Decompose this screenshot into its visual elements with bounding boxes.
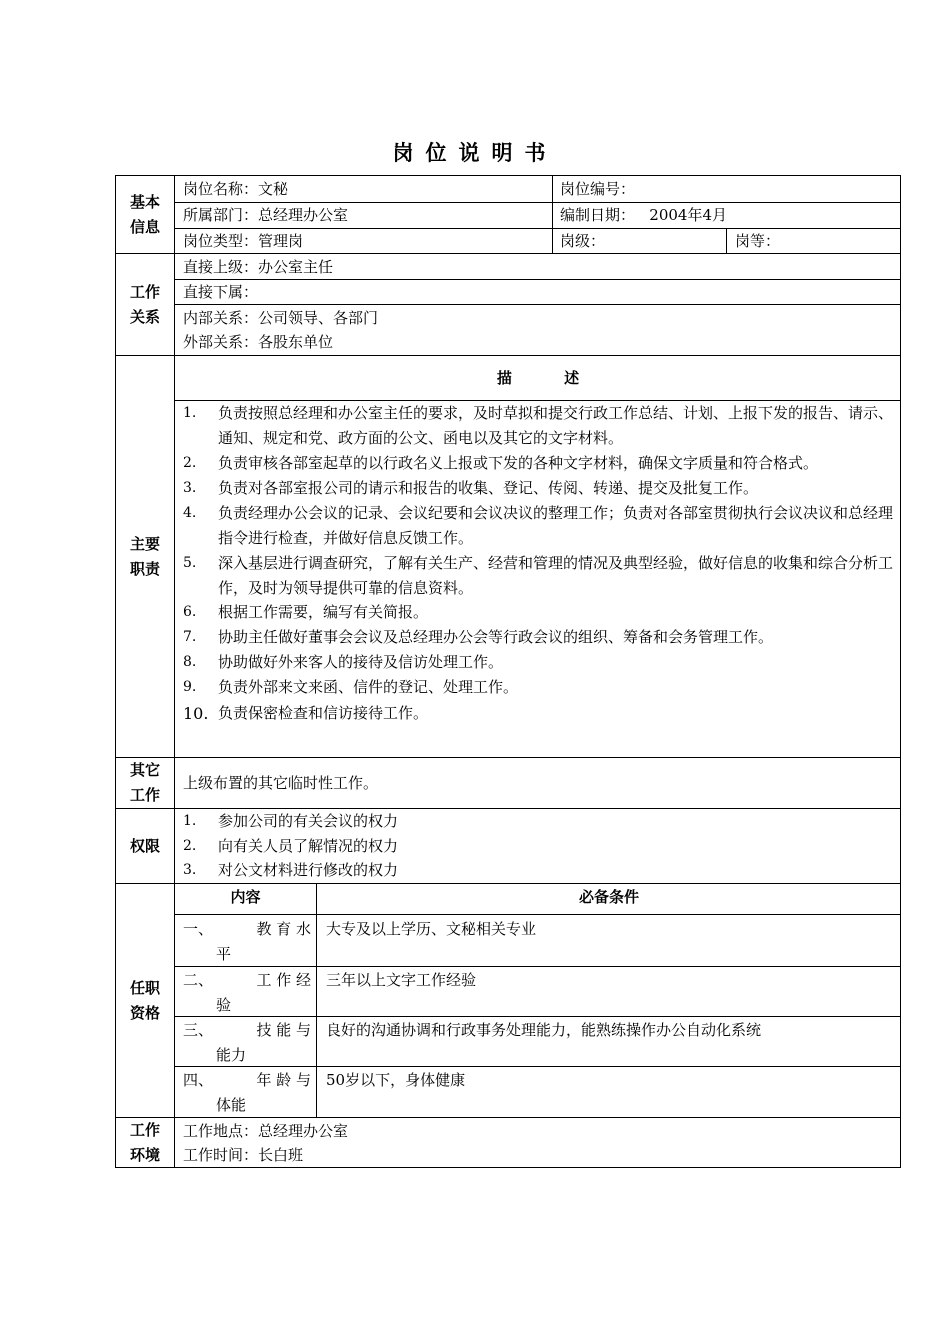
- row-divider: [174, 304, 901, 305]
- section-label-basic: 基本信息: [129, 192, 160, 236]
- duty-number: 2.: [183, 455, 197, 471]
- duty-text: 负责经理办公会议的记录、会议纪要和会议决议的整理工作；负责对各部室贯彻执行会议决议和总经理指令进行检查，并做好信息反馈工作。: [218, 504, 894, 547]
- section-divider: [115, 883, 901, 884]
- authority-number: 2.: [183, 838, 197, 854]
- duty-number: 7.: [183, 629, 197, 645]
- internal-relations: 内部关系：公司领导、各部门: [183, 309, 379, 327]
- section-label-authority: 权限: [129, 836, 160, 855]
- external-relations: 外部关系：各股东单位: [183, 333, 334, 351]
- label-column-divider: [174, 175, 175, 1168]
- col-header-content: 内容: [230, 888, 261, 906]
- section-label-environment: 工作环境: [129, 1121, 160, 1164]
- direct-superior: 直接上级：办公室主任: [183, 258, 334, 276]
- row-divider: [174, 914, 901, 915]
- qualification-item: 四、 年 龄 与 体能: [183, 1071, 311, 1114]
- section-label-relations: 工作关系: [129, 282, 160, 326]
- authority-number: 1.: [183, 813, 197, 829]
- qualification-item: 二、 工 作 经 验: [183, 971, 311, 1014]
- duty-number: 4.: [183, 505, 197, 521]
- qualification-item: 三、 技 能 与 能力: [183, 1021, 311, 1064]
- position-type: 岗位类型：管理岗: [183, 232, 304, 250]
- duty-number: 3.: [183, 480, 197, 496]
- duty-number: 8.: [183, 654, 197, 670]
- duty-text: 协助主任做好董事会会议及总经理办公会等行政会议的组织、筹备和会务管理工作。: [218, 628, 774, 646]
- section-divider: [115, 757, 901, 758]
- other-work-text: 上级布置的其它临时性工作。: [183, 774, 379, 792]
- work-time: 工作时间：长白班: [183, 1146, 304, 1164]
- qualification-requirement: 大专及以上学历、文秘相关专业: [326, 920, 537, 938]
- section-divider: [115, 355, 901, 356]
- duty-text: 负责按照总经理和办公室主任的要求，及时草拟和提交行政工作总结、计划、上报下发的报告、请示、通知、规定和党、政方面的公文、函电以及其它的文字材料。: [218, 404, 894, 447]
- duty-text: 协助做好外来客人的接待及信访处理工作。: [218, 653, 504, 671]
- authority-text: 向有关人员了解情况的权力: [218, 837, 399, 855]
- qualification-requirement: 50岁以下，身体健康: [326, 1071, 466, 1089]
- duty-text: 负责审核各部室起草的以行政名义上报或下发的各种文字材料，确保文字质量和符合格式。: [218, 454, 819, 472]
- department: 所属部门：总经理办公室: [183, 206, 349, 224]
- duty-number: 10.: [183, 704, 209, 723]
- qualification-requirement: 三年以上文字工作经验: [326, 971, 477, 989]
- col-divider: [726, 228, 727, 253]
- duty-text: 根据工作需要，编写有关简报。: [218, 603, 429, 621]
- duties-header: 描 述: [496, 369, 580, 387]
- compile-date: 编制日期： 2004年4月: [560, 206, 728, 224]
- page-title: 岗位说明书: [392, 141, 558, 165]
- duty-number: 1.: [183, 405, 197, 421]
- duty-text: 负责保密检查和信访接待工作。: [218, 704, 429, 722]
- duty-number: 9.: [183, 679, 197, 695]
- col-divider: [316, 883, 317, 1117]
- authority-number: 3.: [183, 862, 197, 878]
- duty-text: 负责外部来文来函、信件的登记、处理工作。: [218, 678, 519, 696]
- duty-number: 6.: [183, 604, 197, 620]
- position-name: 岗位名称：文秘: [183, 180, 289, 198]
- authority-text: 参加公司的有关会议的权力: [218, 812, 399, 830]
- duty-text: 深入基层进行调查研究，了解有关生产、经营和管理的情况及典型经验，做好信息的收集和综合分析工作，及时为领导提供可靠的信息资料。: [218, 554, 894, 597]
- position-number: 岗位编号：: [560, 180, 636, 198]
- section-label-other: 其它工作: [129, 761, 160, 804]
- qualification-item: 一、 教 育 水 平: [183, 920, 311, 963]
- duty-text: 负责对各部室报公司的请示和报告的收集、登记、传阅、转递、提交及批复工作。: [218, 479, 759, 497]
- direct-subordinate: 直接下属：: [183, 283, 259, 301]
- authority-text: 对公文材料进行修改的权力: [218, 861, 399, 879]
- qualification-requirement: 良好的沟通协调和行政事务处理能力，能熟练操作办公自动化系统: [326, 1021, 762, 1039]
- position-level: 岗级：: [560, 232, 606, 250]
- duty-number: 5.: [183, 555, 197, 571]
- col-divider: [552, 175, 553, 253]
- position-grade: 岗等：: [735, 232, 781, 250]
- col-header-requirements: 必备条件: [578, 888, 639, 906]
- work-location: 工作地点：总经理办公室: [183, 1122, 349, 1140]
- section-label-duties: 主要职责: [129, 534, 160, 578]
- section-label-qualifications: 任职资格: [129, 978, 160, 1022]
